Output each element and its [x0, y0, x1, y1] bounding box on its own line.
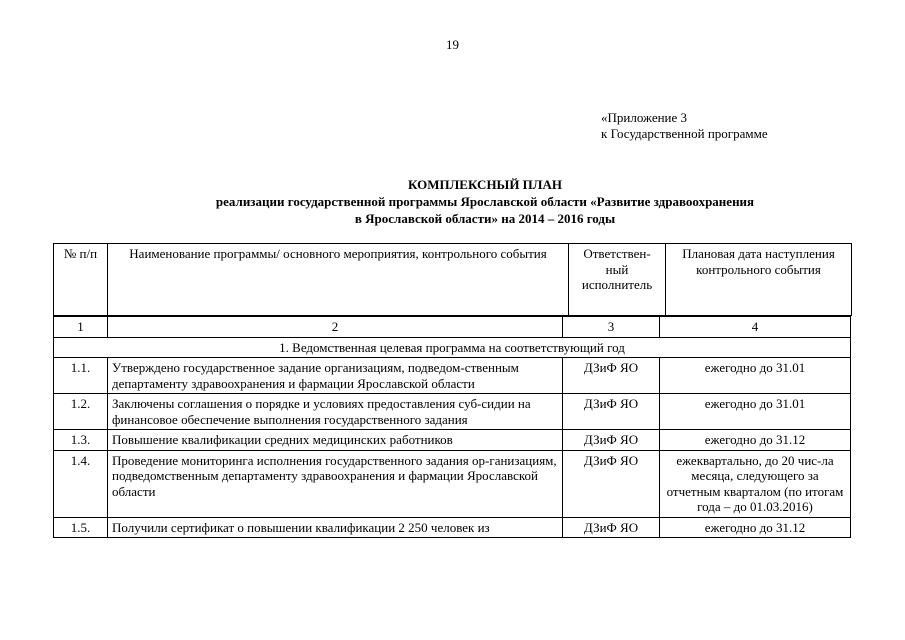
document-title	[100, 176, 870, 227]
row-number: 1.4.	[54, 450, 108, 517]
row-date: ежеквартально, до 20 чис-ла месяца, следующего за отчетным кварталом (по итогам года – до 01.03.2016)	[660, 450, 851, 517]
title-line-2: реализации государственной программы Ярославской области «Развитие здравоохранения	[215, 194, 755, 209]
row-executor: ДЗиФ ЯО	[563, 358, 660, 394]
row-number: 1.5.	[54, 517, 108, 538]
row-name: Проведение мониторинга исполнения государственного задания ор-ганизациям, подведомственным департаменту здравоохранения и фармации Ярославской области	[108, 450, 563, 517]
row-name: Утверждено государственное задание организациям, подведом-ственным департаменту здравоохранения и фармации Ярославской области	[108, 358, 563, 394]
header-col-number: № п/п	[54, 244, 108, 316]
table-row	[54, 517, 851, 538]
header-col-name: Наименование программы/ основного мероприятия, контрольного события	[108, 244, 569, 316]
header-row	[54, 244, 852, 316]
numbering-row	[54, 317, 851, 338]
row-date: ежегодно до 31.01	[660, 394, 851, 430]
row-name: Заключены соглашения о порядке и условиях предоставления суб-сидии на финансовое обеспечение выполнения государственного задания	[108, 394, 563, 430]
header-col-date: Плановая дата наступления контрольного события	[666, 244, 852, 316]
numbering-cell: 4	[660, 317, 851, 338]
numbering-cell: 1	[54, 317, 108, 338]
row-executor: ДЗиФ ЯО	[563, 430, 660, 451]
row-name: Получили сертификат о повышении квалификации 2 250 человек из	[108, 517, 563, 538]
title-line-3: в Ярославской области» на 2014 – 2016 годы	[354, 211, 616, 226]
header-table	[53, 243, 852, 316]
row-number: 1.1.	[54, 358, 108, 394]
row-executor: ДЗиФ ЯО	[563, 450, 660, 517]
row-number: 1.2.	[54, 394, 108, 430]
row-executor: ДЗиФ ЯО	[563, 394, 660, 430]
row-name: Повышение квалификации средних медицинских работников	[108, 430, 563, 451]
plan-table	[53, 316, 851, 538]
section-title: 1. Ведомственная целевая программа на соответствующий год	[54, 337, 851, 358]
row-date: ежегодно до 31.12	[660, 430, 851, 451]
table-row	[54, 358, 851, 394]
section-row	[54, 337, 851, 358]
table-row	[54, 430, 851, 451]
header-col-executor: Ответствен-ный исполнитель	[569, 244, 666, 316]
row-date: ежегодно до 31.01	[660, 358, 851, 394]
table-row	[54, 450, 851, 517]
title-line-1: КОМПЛЕКСНЫЙ ПЛАН	[408, 177, 562, 192]
row-date: ежегодно до 31.12	[660, 517, 851, 538]
numbering-cell: 2	[108, 317, 563, 338]
row-executor: ДЗиФ ЯО	[563, 517, 660, 538]
appendix-line-2: к Государственной программе	[601, 126, 768, 141]
table-row	[54, 394, 851, 430]
numbering-cell: 3	[563, 317, 660, 338]
appendix-note	[601, 110, 768, 142]
appendix-line-1: «Приложение 3	[601, 110, 688, 125]
page-number: 19	[446, 37, 459, 52]
row-number: 1.3.	[54, 430, 108, 451]
